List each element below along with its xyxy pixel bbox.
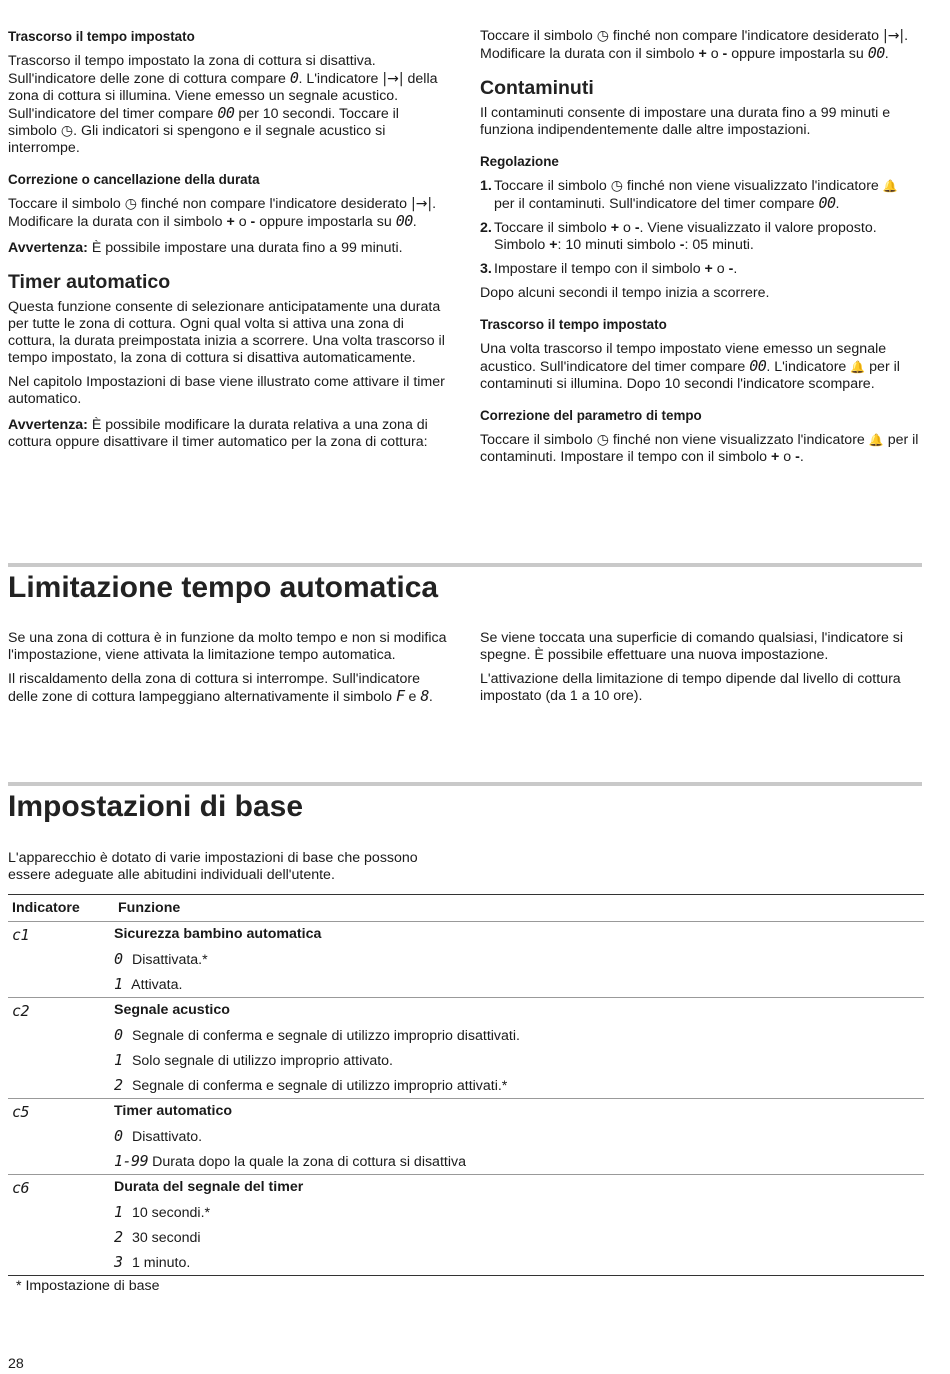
note-max-duration: Avvertenza: È possibile impostare una durata fino a 99 minuti. bbox=[8, 240, 403, 256]
minus-symbol: - bbox=[679, 237, 685, 253]
minus-symbol: - bbox=[250, 214, 256, 230]
minus-symbol: - bbox=[722, 46, 728, 62]
paragraph-elapsed-minute-minder: Una volta trascorso il tempo impostato viene emesso un segnale acustico. Sull'indicatore del timer compare 00. L'indicatore 🔔 per il contaminuti si illumina. Dopo 10 secondi l'indicatore scompare. bbox=[480, 341, 900, 392]
paragraph-elapsed-time: Trascorso il tempo impostato la zona di cottura si disattiva. Sull'indicatore delle zone di cottura compare 0. L'indicatore |→| della zona di cottura si illumina. Viene emesso un segnale acustico. Sull'indicatore del timer compare 00 per 10 secondi. Toccare il simbolo ◷. Gli indicatori si spengono e il segnale acustico si interrompe. bbox=[8, 53, 438, 156]
note-auto-timer: Avvertenza: È possibile modificare la durata relativa a una zona di cottura oppure disattivare il timer automatico per la zona di cottura: bbox=[8, 417, 428, 450]
plus-symbol: + bbox=[549, 237, 558, 253]
duration-indicator-icon: |→| bbox=[882, 28, 905, 44]
paragraph-auto-timer-continued: Toccare il simbolo ◷ finché non compare l'indicatore desiderato |→|. Modificare la durata con il simbolo + o - oppure impostarla su 00. bbox=[480, 28, 909, 62]
paragraph-timer-starts: Dopo alcuni secondi il tempo inizia a scorrere. bbox=[480, 285, 770, 301]
option-row: 1 Attivata. bbox=[114, 975, 183, 993]
option-row: 1 Solo segnale di utilizzo improprio attivato. bbox=[114, 1051, 393, 1069]
section-heading-minute-minder: Contaminuti bbox=[480, 77, 594, 99]
bell-icon: 🔔 bbox=[868, 433, 884, 447]
table-row bbox=[8, 1175, 924, 1276]
paragraph-correction: Toccare il simbolo ◷ finché non compare l'indicatore desiderato |→|. Modificare la durata con il simbolo + o - oppure impostarla su 00. bbox=[8, 196, 437, 230]
paragraph-minute-minder: Il contaminuti consente di impostare una durata fino a 99 minuti e funziona indipendentemente dalle altre impostazioni. bbox=[480, 105, 891, 138]
section-heading-time-correction: Correzione del parametro di tempo bbox=[480, 408, 702, 423]
minus-symbol: - bbox=[634, 220, 640, 236]
duration-indicator-icon: |→| bbox=[410, 196, 433, 212]
section-heading-auto-timer: Timer automatico bbox=[8, 271, 171, 293]
option-row: 0 Disattivato. bbox=[114, 1127, 203, 1145]
table-row bbox=[8, 922, 924, 998]
right-column bbox=[480, 28, 920, 473]
plus-symbol: + bbox=[704, 261, 713, 277]
limitation-left-column bbox=[8, 630, 448, 713]
minus-symbol: - bbox=[795, 449, 800, 465]
paragraph-limitation-4: L'attivazione della limitazione di tempo dipende dal livello di cottura impostato (da 1 a 10 ore). bbox=[480, 671, 901, 704]
page-number: 28 bbox=[8, 1356, 24, 1372]
indicator-code: c2 bbox=[12, 1002, 30, 1020]
basic-settings-table bbox=[8, 894, 924, 1276]
display-double-zero-icon: 00 bbox=[867, 44, 885, 62]
clock-icon: ◷ bbox=[596, 28, 609, 44]
plus-symbol: + bbox=[610, 220, 620, 236]
column-header-function: Funzione bbox=[118, 900, 181, 916]
limitation-right-column bbox=[480, 630, 920, 712]
function-title: Durata del segnale del timer bbox=[114, 1179, 304, 1195]
section-heading-setting: Regolazione bbox=[480, 154, 559, 169]
section-heading-correction: Correzione o cancellazione della durata bbox=[8, 172, 260, 187]
indicator-code: c5 bbox=[12, 1103, 30, 1121]
paragraph-limitation-1: Se una zona di cottura è in funzione da molto tempo e non si modifica l'impostazione, viene attivata la limitazione tempo automatica. bbox=[8, 630, 447, 663]
paragraph-limitation-3: Se viene toccata una superficie di comando qualsiasi, l'indicatore si spegne. È possibile effettuare una nuova impostazione. bbox=[480, 630, 904, 663]
paragraph-limitation-2: Il riscaldamento della zona di cottura si interrompe. Sull'indicatore delle zone di cottura lampeggiano alternativamente il simbolo F e 8. bbox=[8, 671, 433, 705]
option-row: 1 10 secondi.* bbox=[114, 1203, 211, 1221]
plus-symbol: + bbox=[226, 214, 235, 230]
duration-indicator-icon: |→| bbox=[382, 71, 404, 87]
plus-symbol: + bbox=[770, 449, 780, 465]
plus-symbol: + bbox=[698, 46, 707, 62]
indicator-code: c1 bbox=[12, 926, 30, 944]
paragraph-auto-timer-1: Questa funzione consente di selezionare anticipatamente una durata per tutte le zona di cottura. Ogni qual volta si attiva una zona di cottura, la durata preimpostata inizia a scorrere. Una volta trascorso il tempo impostato, la zona di cottura si disattiva automaticamente. bbox=[8, 299, 445, 366]
minus-symbol: - bbox=[728, 261, 734, 277]
display-double-zero-icon: 00 bbox=[217, 104, 235, 122]
display-double-zero-icon: 00 bbox=[818, 194, 836, 212]
display-zero-icon: 0 bbox=[289, 69, 299, 87]
heading-time-limitation: Limitazione tempo automatica bbox=[8, 571, 439, 604]
table-row bbox=[8, 998, 924, 1099]
function-title: Segnale acustico bbox=[114, 1002, 230, 1018]
function-title: Timer automatico bbox=[114, 1103, 232, 1119]
clock-icon: ◷ bbox=[60, 123, 74, 139]
table-header-row bbox=[8, 895, 924, 922]
bell-icon: 🔔 bbox=[882, 179, 898, 193]
paragraph-time-correction: Toccare il simbolo ◷ finché non viene visualizzato l'indicatore 🔔 per il contaminuti. Impostare il tempo con il simbolo + o -. bbox=[480, 432, 919, 465]
list-item: 2. Toccare il simbolo + o -. Viene visualizzato il valore proposto. Simbolo +: 10 minuti simbolo -: 05 minuti. bbox=[480, 220, 877, 253]
option-row: 3 1 minuto. bbox=[114, 1253, 191, 1271]
table-row bbox=[8, 1099, 924, 1175]
clock-icon: ◷ bbox=[596, 432, 609, 448]
section-heading-elapsed-minute-minder: Trascorso il tempo impostato bbox=[480, 317, 667, 332]
option-row: 2 Segnale di conferma e segnale di utilizzo improprio attivati.* bbox=[114, 1076, 508, 1094]
left-column bbox=[8, 28, 448, 458]
basic-settings-intro: L'apparecchio è dotato di varie impostazioni di base che possono essere adeguate alle abitudini individuali dell'utente. bbox=[8, 850, 418, 883]
paragraph-auto-timer-2: Nel capitolo Impostazioni di base viene illustrato come attivare il timer automatico. bbox=[8, 374, 445, 407]
bell-icon: 🔔 bbox=[850, 360, 866, 374]
setting-steps bbox=[480, 178, 920, 278]
function-title: Sicurezza bambino automatica bbox=[114, 926, 322, 942]
section-divider bbox=[8, 782, 922, 786]
display-double-zero-icon: 00 bbox=[749, 357, 767, 375]
section-divider bbox=[8, 563, 922, 567]
display-f-icon: F bbox=[396, 687, 405, 705]
clock-icon: ◷ bbox=[610, 178, 623, 194]
display-double-zero-icon: 00 bbox=[395, 212, 413, 230]
option-row: 2 30 secondi bbox=[114, 1228, 201, 1246]
option-row: 0 Segnale di conferma e segnale di utilizzo improprio disattivati. bbox=[114, 1026, 520, 1044]
table-footnote: * Impostazione di base bbox=[16, 1278, 160, 1294]
list-item: 1. Toccare il simbolo ◷ finché non viene visualizzato l'indicatore 🔔 per il contaminuti. Sull'indicatore del timer compare 00. bbox=[480, 178, 898, 212]
option-row: 1-99 Durata dopo la quale la zona di cottura si disattiva bbox=[114, 1152, 466, 1170]
heading-basic-settings: Impostazioni di base bbox=[8, 790, 304, 823]
display-eight-icon: 8 bbox=[420, 687, 429, 705]
column-header-indicator: Indicatore bbox=[12, 900, 80, 916]
section-heading-elapsed-time: Trascorso il tempo impostato bbox=[8, 29, 195, 44]
option-row: 0 Disattivata.* bbox=[114, 950, 208, 968]
list-item: 3. Impostare il tempo con il simbolo + o -. bbox=[480, 261, 738, 277]
indicator-code: c6 bbox=[12, 1179, 30, 1197]
clock-icon: ◷ bbox=[124, 196, 137, 212]
